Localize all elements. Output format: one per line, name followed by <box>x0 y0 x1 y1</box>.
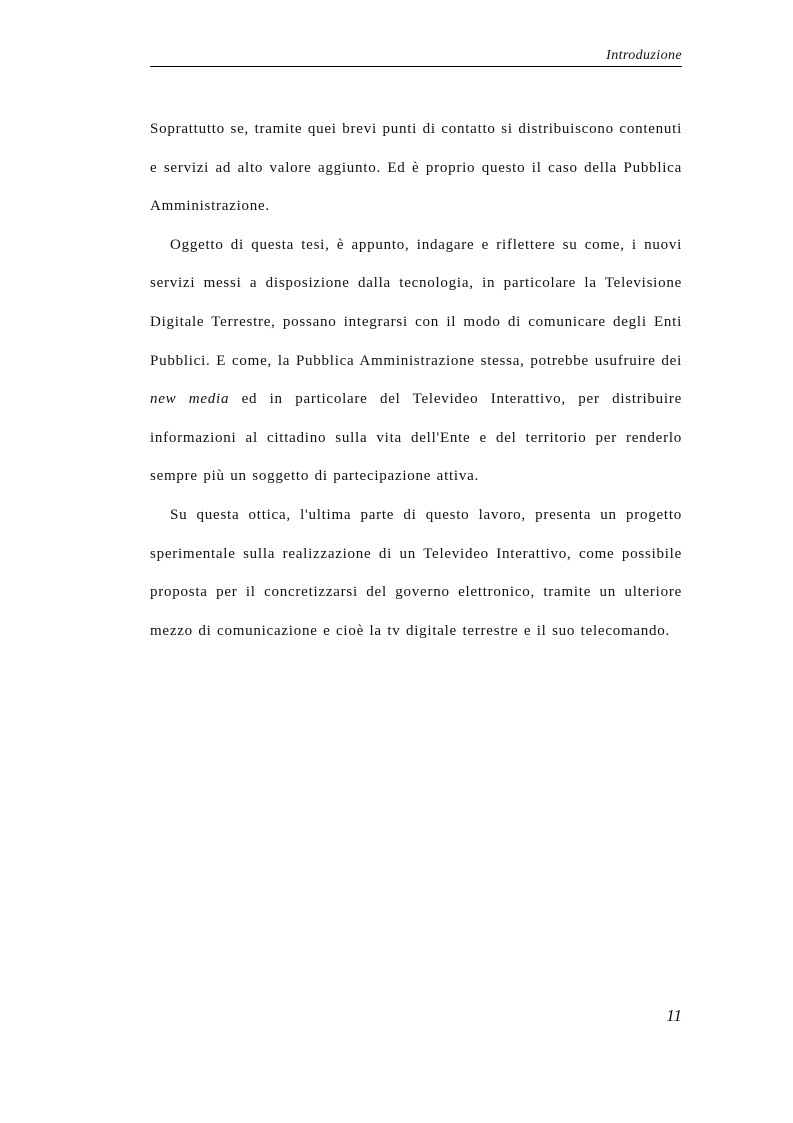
paragraph-2 <box>150 226 682 496</box>
body-text <box>150 110 682 650</box>
paragraph-1: Soprattutto se, tramite quei brevi punti di contatto si distribuiscono contenuti e servizi ad alto valore aggiunto. Ed è proprio questo il caso della Pubblica Amministrazione. <box>150 121 682 215</box>
paragraph-3: Su questa ottica, l'ultima parte di questo lavoro, presenta un progetto sperimentale sulla realizzazione di un Televideo Interattivo, come possibile proposta per il concretizzarsi del governo elettronico, tramite un ulteriore mezzo di comunicazione e cioè la tv digitale terrestre e il suo telecomando. <box>150 506 682 639</box>
running-header: Introduzione <box>606 48 682 63</box>
paragraph-2-text-after: ed in particolare del Televideo Interattivo, per distribuire informazioni al cittadino sulla vita dell'Ente e del territorio per renderlo sempre più un soggetto di partecipazione attiva. <box>150 391 682 485</box>
header-rule <box>150 66 682 67</box>
new-media-emphasis: new media <box>150 391 230 408</box>
paragraph-2-text-before: Oggetto di questa tesi, è appunto, indagare e riflettere su come, i nuovi servizi messi a disposizione dalla tecnologia, in particolare la Televisione Digitale Terrestre, possano integrarsi con il modo di comunicare degli Enti Pubblici. E come, la Pubblica Amministrazione stessa, potrebbe usufruire dei <box>150 236 682 369</box>
page-number: 11 <box>666 1006 682 1025</box>
